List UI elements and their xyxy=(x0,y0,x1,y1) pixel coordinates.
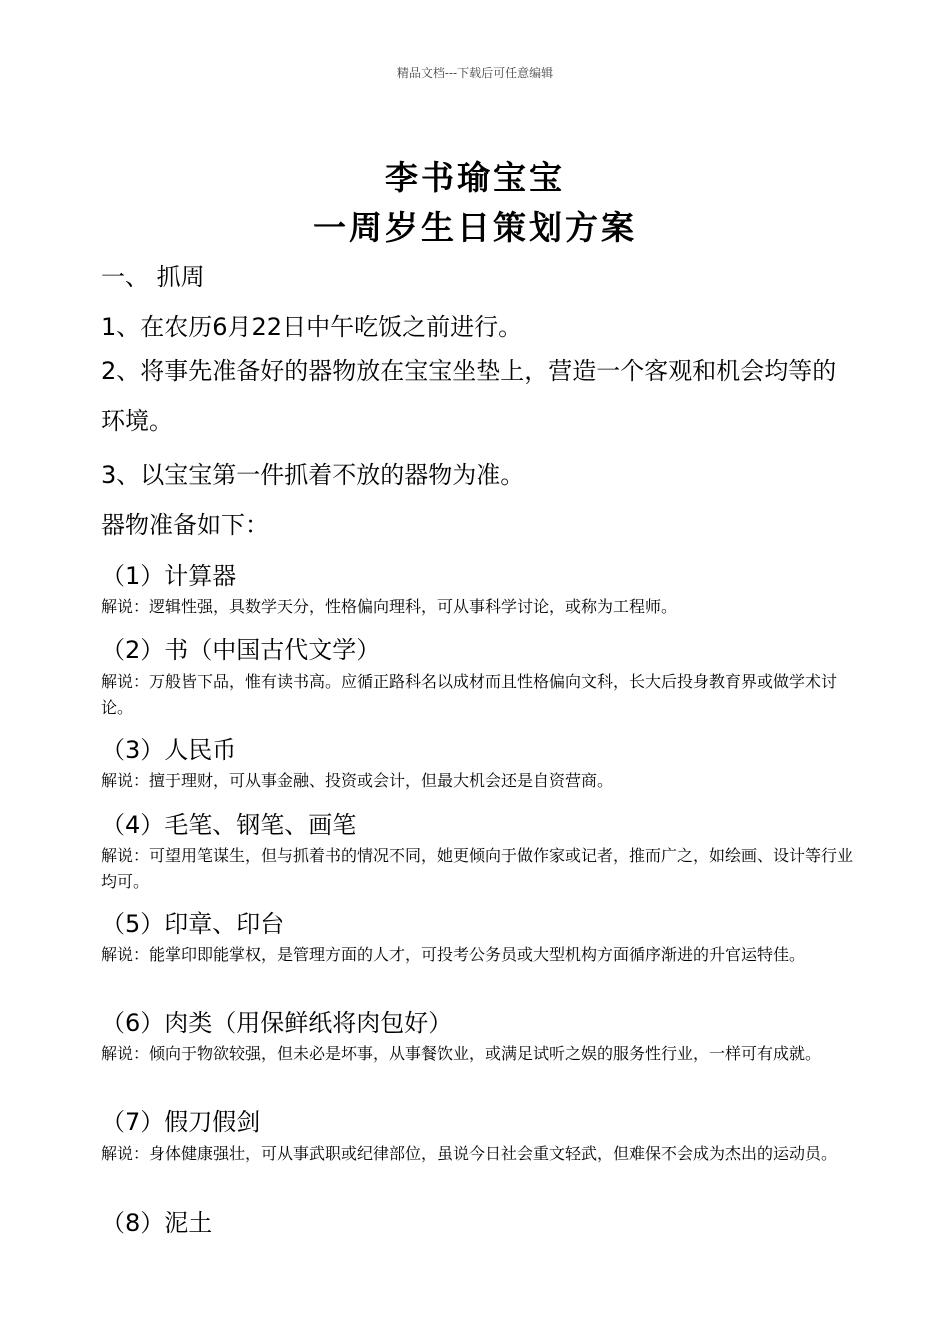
item-title: （7）假刀假剑 xyxy=(101,1108,261,1136)
item-title: （1）计算器 xyxy=(101,562,237,590)
item-title: （5）印章、印台 xyxy=(101,910,285,938)
item-explain: 解说：可望用笔谋生，但与抓着书的情况不同，她更倾向于做作家或记者，推而广之，如绘画、设计等行业均可。 xyxy=(101,846,854,891)
item-title: （6）肉类（用保鲜纸将肉包好） xyxy=(101,1009,453,1037)
doc-title-line-2: 一周岁生日策划方案 xyxy=(313,208,637,247)
item-explain: 解说：万般皆下品，惟有读书高。应循正路科名以成材而且性格偏向文科，长大后投身教育界或做学术讨论。 xyxy=(101,672,838,717)
item-explain: 解说：逻辑性强，具数学天分，性格偏向理科，可从事科学讨论，或称为工程师。 xyxy=(101,597,678,616)
step-3: 3、以宝宝第一件抓着不放的器物为准。 xyxy=(101,461,525,489)
section-heading: 一、 抓周 xyxy=(101,263,205,291)
item-title: （4）毛笔、钢笔、画笔 xyxy=(101,811,357,839)
step-1: 1、在农历6月22日中午吃饭之前进行。 xyxy=(101,313,523,341)
item-title: （2）书（中国古代文学） xyxy=(101,636,381,664)
items-intro: 器物准备如下： xyxy=(101,511,269,539)
item-explain: 解说：身体健康强壮，可从事武职或纪律部位，虽说今日社会重文轻武，但难保不会成为杰出的运动员。 xyxy=(101,1144,838,1163)
item-explain: 解说：擅于理财，可从事金融、投资或会计，但最大机会还是自资营商。 xyxy=(101,771,614,790)
item-explain: 解说：能掌印即能掌权，是管理方面的人才，可投考公务员或大型机构方面循序渐进的升官运特佳。 xyxy=(101,945,806,964)
item-title: （8）泥土 xyxy=(101,1209,213,1237)
header-watermark: 精品文档---下载后可任意编辑 xyxy=(396,66,554,80)
step-2: 2、将事先准备好的器物放在宝宝坐垫上，营造一个客观和机会均等的环境。 xyxy=(101,357,837,435)
item-title: （3）人民币 xyxy=(101,736,237,764)
item-explain: 解说：倾向于物欲较强，但未必是坏事，从事餐饮业，或满足试听之娱的服务性行业，一样可有成就。 xyxy=(101,1044,822,1063)
doc-title-line-1: 李书瑜宝宝 xyxy=(385,158,565,197)
